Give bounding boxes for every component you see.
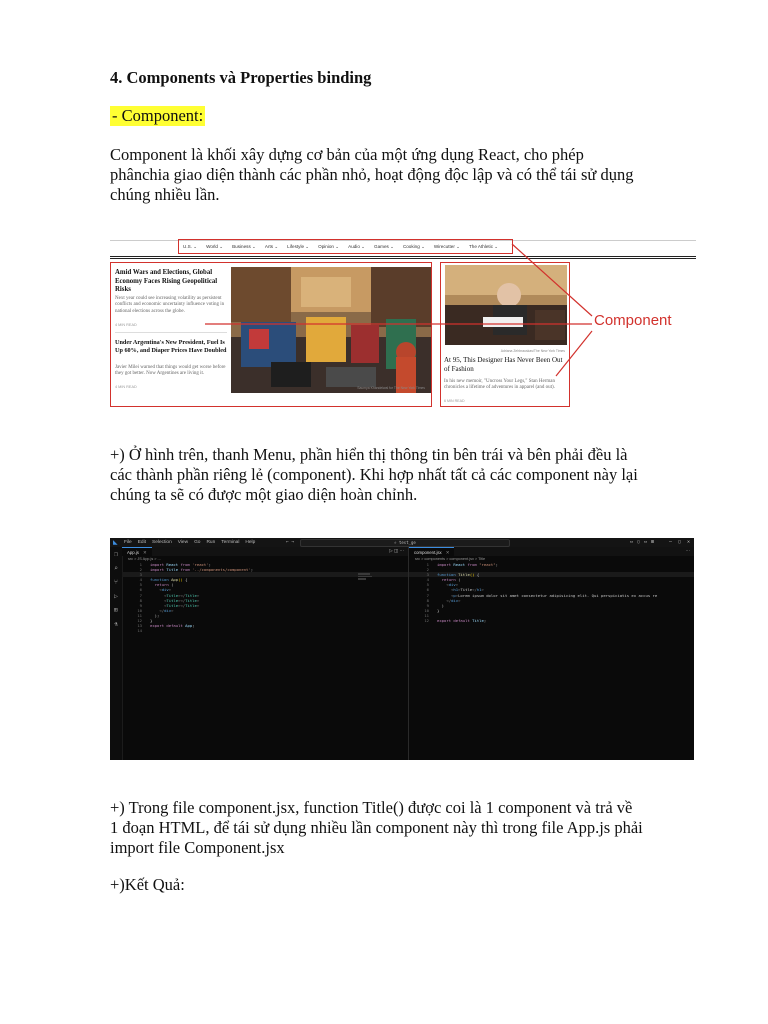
nav-item[interactable]: Lifestyle ⌄ bbox=[287, 243, 310, 249]
line-number: 13 bbox=[137, 623, 142, 629]
testing-icon: ⚗ bbox=[114, 620, 118, 628]
nav-item[interactable]: World ⌄ bbox=[206, 243, 224, 249]
source-control-icon: ⑂ bbox=[114, 578, 118, 586]
line-number: 9 bbox=[426, 602, 429, 608]
code-text: function Title() { bbox=[437, 572, 480, 578]
explanation-paragraph bbox=[110, 445, 700, 505]
extensions-icon: ⊞ bbox=[114, 606, 118, 614]
line-number: 10 bbox=[137, 607, 142, 613]
line-number: 1 bbox=[426, 562, 429, 567]
code-line bbox=[122, 628, 408, 633]
component-jsx-code bbox=[409, 562, 694, 623]
vscode-screenshot bbox=[110, 538, 694, 760]
line-number: 2 bbox=[426, 567, 429, 573]
menu-item[interactable]: Selection bbox=[152, 540, 172, 545]
menu-item[interactable]: Terminal bbox=[221, 540, 240, 545]
right-editor-pane bbox=[409, 547, 694, 760]
code-text: } bbox=[437, 607, 440, 613]
result-label: +)Kết Quả: bbox=[110, 875, 185, 894]
line-number: 3 bbox=[426, 572, 429, 578]
menu-item[interactable]: File bbox=[124, 540, 132, 545]
code-text: <h1>Title</h1> bbox=[451, 587, 484, 593]
code-text: export default App; bbox=[150, 623, 195, 629]
tab-label: App.js bbox=[127, 550, 139, 555]
line-number: 1 bbox=[139, 562, 142, 567]
component-annotation-label: Component bbox=[594, 312, 672, 329]
search-text: test_ge bbox=[398, 540, 416, 545]
menu-item[interactable]: Help bbox=[245, 540, 256, 545]
intro-line-2: phânchia giao diện thành các phần nhỏ, hoạt động độc lập và có thể tái sử dụng bbox=[110, 165, 634, 184]
vscode-menu-bar bbox=[124, 540, 261, 545]
line-number: 6 bbox=[426, 587, 429, 593]
news-site-screenshot bbox=[110, 236, 696, 408]
line-number: 3 bbox=[139, 572, 142, 578]
story2-meta: 4 MIN READ bbox=[115, 385, 137, 389]
story1-headline: Amid Wars and Elections, Global Economy Faces Rising Geopolitical Risks bbox=[115, 269, 218, 294]
code-text: export default Title; bbox=[437, 618, 487, 624]
line-number: 14 bbox=[137, 628, 142, 634]
line-number: 12 bbox=[137, 618, 142, 624]
para2-line-3: chúng ta sẽ có được một giao diện hoàn chỉnh. bbox=[110, 485, 418, 504]
line-number: 8 bbox=[139, 597, 142, 603]
code-text: } bbox=[150, 618, 153, 624]
line-number: 6 bbox=[139, 587, 142, 593]
code-text: import Title from '../components/component'; bbox=[150, 567, 254, 573]
code-text: import React from "react"; bbox=[437, 562, 498, 567]
left-breadcrumb: src > JS App.js > ... bbox=[128, 557, 161, 561]
layout-icons: ▭ ▯ ▭ ⊞ bbox=[629, 539, 654, 545]
component-subheading: - Component: bbox=[112, 106, 204, 125]
vscode-logo-icon: ◣ bbox=[113, 540, 118, 546]
line-number: 11 bbox=[137, 612, 142, 618]
story3-meta: 6 MIN READ bbox=[444, 399, 465, 403]
line-number: 8 bbox=[426, 597, 429, 603]
code-text: ); bbox=[150, 612, 160, 618]
line-number: 7 bbox=[139, 592, 142, 598]
nav-item[interactable]: U.S. ⌄ bbox=[183, 243, 198, 249]
menu-item[interactable]: Edit bbox=[137, 540, 147, 545]
line-number: 2 bbox=[139, 567, 142, 573]
nav-item[interactable]: Games ⌄ bbox=[374, 243, 394, 249]
story1-meta: 4 MIN READ bbox=[115, 323, 137, 327]
para3-line-3: import file Component.jsx bbox=[110, 838, 285, 857]
code-text: import React from 'react'; bbox=[150, 562, 211, 567]
editor-actions-icon: ⋯ bbox=[685, 548, 690, 553]
search-icon: ⌕ bbox=[114, 564, 118, 572]
left-minimap bbox=[358, 573, 372, 581]
intro-line-1: Component là khối xây dựng cơ bản của một ứng dụng React, cho phép bbox=[110, 145, 584, 164]
line-number: 11 bbox=[424, 612, 429, 618]
menu-item[interactable]: Run bbox=[206, 540, 216, 545]
line-number: 10 bbox=[424, 607, 429, 613]
run-debug-icon: ▷ bbox=[114, 592, 118, 600]
para3-line-1: +) Trong file component.jsx, function Title() được coi là 1 component và trả về bbox=[110, 798, 633, 817]
para2-line-1: +) Ở hình trên, thanh Menu, phần hiển thị thông tin bên trái và bên phải đều là bbox=[110, 445, 628, 464]
line-number: 9 bbox=[139, 602, 142, 608]
story2-summary: Javier Milei warned that things would get worse before they got better. Now Argentines are living it. bbox=[115, 365, 226, 377]
code-text: return ( bbox=[154, 582, 174, 588]
tab-label: component.jsx bbox=[414, 550, 442, 555]
nav-item[interactable]: Wirecutter ⌄ bbox=[433, 243, 460, 249]
para3-line-2: 1 đoạn HTML, để tái sử dụng nhiều lần component này thì trong file App.js phải bbox=[110, 818, 643, 837]
line-number: 4 bbox=[139, 577, 142, 583]
menu-item[interactable]: View bbox=[177, 540, 189, 545]
story1-summary: Next year could see increasing volatility as persistent conflicts and economic uncertainty influence voting in national elections across the globe. bbox=[115, 296, 225, 314]
nav-item[interactable]: Opinion ⌄ bbox=[318, 243, 340, 249]
nav-item[interactable]: Business ⌄ bbox=[232, 243, 256, 249]
tab-component-jsx: component.jsx ✕ bbox=[409, 547, 454, 556]
nav-item[interactable]: Cooking ⌄ bbox=[402, 243, 425, 249]
intro-paragraph bbox=[110, 145, 700, 205]
intro-line-3: chúng nhiều lần. bbox=[110, 185, 220, 204]
photo-credit-right: Adriana Zehbrauskas/The New York Times bbox=[500, 349, 565, 353]
code-text: <Title></Title> bbox=[164, 592, 200, 598]
code-text: </div> bbox=[159, 607, 174, 613]
window-controls: — ▢ ✕ bbox=[668, 539, 690, 545]
story3-headline: At 95, This Designer Has Never Been Out of Fashion bbox=[444, 356, 563, 373]
para2-line-2: các thành phần riêng lẻ (component). Khi hợp nhất tất cả các component này lại bbox=[110, 465, 638, 484]
line-number: 5 bbox=[426, 582, 429, 588]
line-number: 12 bbox=[424, 618, 429, 624]
code-text: ) bbox=[437, 602, 445, 608]
section-heading: 4. Components và Properties binding bbox=[110, 68, 372, 87]
tab-app-js: App.js ✕ bbox=[122, 547, 152, 556]
line-number: 4 bbox=[426, 577, 429, 583]
component-file-paragraph bbox=[110, 798, 700, 858]
code-text: <div> bbox=[446, 582, 459, 588]
code-text: <Title></Title> bbox=[164, 597, 200, 603]
left-editor-pane bbox=[122, 547, 409, 760]
code-text: </div> bbox=[446, 597, 461, 603]
code-text: <div> bbox=[159, 587, 172, 593]
nav-item[interactable]: Audio ⌄ bbox=[348, 243, 365, 249]
nav-item[interactable]: The Athletic ⌄ bbox=[468, 243, 499, 249]
story2-headline: Under Argentina's New President, Fuel Is Up 60%, and Diaper Prices Have Doubled bbox=[115, 339, 227, 354]
nav-arrows-icon: ← → bbox=[286, 540, 295, 545]
code-text: return ( bbox=[441, 577, 461, 583]
editor-actions-icon: ▷ ◫ ⋯ bbox=[389, 548, 404, 553]
line-number: 5 bbox=[139, 582, 142, 588]
menu-item[interactable]: Go bbox=[194, 540, 201, 545]
line-number: 7 bbox=[426, 592, 429, 598]
code-line bbox=[409, 618, 694, 623]
code-text: function App() { bbox=[150, 577, 188, 583]
right-breadcrumb: src > components > component.jsx > Title bbox=[415, 557, 486, 561]
code-text: <Title></Title> bbox=[164, 602, 200, 608]
story3-summary: In his new memoir, "Uncross Your Legs," Stan Herman chronicles a lifetime of adventures in apparel (and out). bbox=[444, 379, 555, 391]
command-search: ⌕ test_ge bbox=[300, 539, 510, 547]
code-text: <p>Lorem ipsum dolor sit amet consectetur adipisicing elit. Qui perspiciatis ex accus re bbox=[451, 592, 658, 598]
explorer-icon: ❐ bbox=[114, 550, 118, 558]
nav-item[interactable]: Arts ⌄ bbox=[264, 243, 279, 249]
photo-credit-left: Saumya Khandelwal for The New York Times bbox=[357, 386, 425, 390]
